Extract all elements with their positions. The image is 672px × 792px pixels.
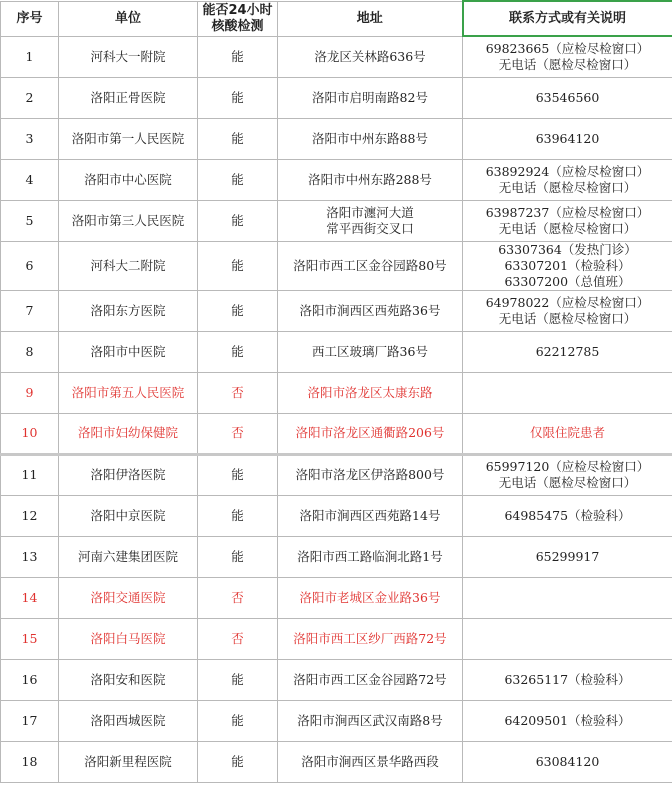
cell-index: [1, 200, 59, 241]
cell-test24: [198, 495, 278, 536]
cell-index-line: 6: [25, 257, 34, 273]
cell-unit: [59, 331, 198, 372]
table-row: [1, 36, 672, 77]
cell-index-line: 13: [21, 548, 38, 564]
cell-address-line: 洛阳市涧西区西苑路14号: [299, 507, 441, 523]
cell-contact-line: 无电话（愿检尽检窗口）: [498, 475, 637, 490]
cell-unit: [59, 159, 198, 200]
cell-unit-line: 洛阳正骨医院: [90, 89, 166, 105]
cell-test24-line: 能: [231, 130, 244, 146]
cell-contact: [463, 200, 672, 241]
cell-test24-line: 能: [231, 212, 244, 228]
table-row: [1, 495, 672, 536]
header-unit: 单位: [59, 1, 198, 36]
cell-unit: [59, 200, 198, 241]
table-row: [1, 577, 672, 618]
table-row: [1, 290, 672, 331]
header-address: 地址: [278, 1, 463, 36]
cell-unit: [59, 495, 198, 536]
cell-index-line: 1: [25, 48, 34, 64]
cell-address-line: 常平西街交叉口: [326, 220, 414, 236]
cell-index-line: 14: [21, 589, 38, 605]
cell-test24: [198, 700, 278, 741]
cell-test24-line: 否: [231, 630, 244, 646]
cell-test24-line: 能: [231, 753, 244, 769]
cell-index: [1, 454, 59, 495]
cell-test24-line: 能: [231, 257, 244, 273]
cell-unit: [59, 741, 198, 782]
table-row: [1, 118, 672, 159]
cell-unit-line: 洛阳市中医院: [90, 343, 166, 359]
cell-index: [1, 700, 59, 741]
cell-unit: [59, 290, 198, 331]
cell-address-line: 洛阳市涧西区武汉南路8号: [297, 712, 443, 728]
cell-contact-line: 63307200（总值班）: [504, 273, 631, 289]
cell-address-line: 洛阳市洛龙区通衢路206号: [295, 425, 445, 440]
cell-unit-line: 洛阳市第五人民医院: [71, 384, 185, 400]
cell-test24: [198, 413, 278, 454]
cell-unit-line: 洛阳市第一人民医院: [71, 130, 185, 146]
table-row: [1, 618, 672, 659]
cell-index-line: 11: [21, 467, 38, 482]
cell-unit: [59, 372, 198, 413]
cell-index-line: 3: [25, 130, 34, 146]
cell-test24-line: 能: [231, 548, 244, 564]
cell-unit-line: 洛阳市第三人民医院: [71, 212, 185, 228]
table-row: [1, 200, 672, 241]
cell-address: [278, 290, 463, 331]
cell-test24: [198, 77, 278, 118]
cell-unit: [59, 536, 198, 577]
cell-index-line: 17: [21, 712, 38, 728]
cell-address-line: 洛阳市瀍河大道: [326, 204, 414, 220]
header-row: [1, 1, 672, 36]
cell-test24-line: 能: [231, 171, 244, 187]
cell-index-line: 7: [25, 302, 34, 318]
cell-test24: [198, 536, 278, 577]
table-row: [1, 331, 672, 372]
cell-index-line: 2: [25, 89, 34, 105]
cell-contact: [463, 36, 672, 77]
table-row: [1, 454, 672, 495]
cell-contact-line: 64978022（应检尽检窗口）: [485, 294, 650, 310]
cell-address: [278, 36, 463, 77]
cell-contact-line: 63546560: [535, 89, 600, 105]
cell-address: [278, 331, 463, 372]
cell-test24-line: 否: [231, 589, 244, 605]
cell-test24-line: 能: [231, 467, 244, 482]
cell-test24: [198, 241, 278, 290]
table-row: [1, 659, 672, 700]
cell-contact-line: 63964120: [535, 130, 600, 146]
table-row: [1, 413, 672, 454]
cell-test24-line: 能: [231, 48, 244, 64]
cell-contact-line: 62212785: [535, 343, 600, 359]
cell-index-line: 15: [21, 630, 38, 646]
cell-test24: [198, 159, 278, 200]
cell-test24-line: 能: [231, 507, 244, 523]
cell-address-line: 洛阳市涧西区景华路西段: [301, 753, 439, 769]
cell-unit-line: 河科大二附院: [90, 257, 166, 273]
cell-address: [278, 159, 463, 200]
table-row: [1, 241, 672, 290]
cell-unit-line: 洛阳市妇幼保健院: [77, 425, 178, 440]
cell-contact: [463, 241, 672, 290]
cell-contact: [463, 700, 672, 741]
cell-contact: [463, 577, 672, 618]
cell-index: [1, 241, 59, 290]
header-index: 序号: [1, 1, 59, 36]
cell-contact: [463, 77, 672, 118]
cell-contact: [463, 118, 672, 159]
cell-address: [278, 241, 463, 290]
cell-contact: [463, 413, 672, 454]
cell-contact-line: 63987237（应检尽检窗口）: [485, 204, 650, 220]
cell-index: [1, 36, 59, 77]
cell-contact: [463, 290, 672, 331]
cell-unit: [59, 118, 198, 159]
cell-unit: [59, 618, 198, 659]
cell-address: [278, 413, 463, 454]
cell-contact-line: 仅限住院患者: [529, 425, 605, 440]
cell-address: [278, 118, 463, 159]
header-contact: 联系方式或有关说明: [463, 1, 672, 36]
cell-contact-line: 65299917: [535, 548, 600, 564]
cell-contact-line: 无电话（愿检尽检窗口）: [498, 220, 637, 236]
cell-index-line: 12: [21, 507, 38, 523]
table-body: [1, 36, 672, 782]
table-row: [1, 77, 672, 118]
header-test24: [198, 1, 278, 36]
cell-contact: [463, 659, 672, 700]
cell-test24: [198, 36, 278, 77]
cell-test24-line: 否: [231, 425, 244, 440]
cell-test24-line: 能: [231, 302, 244, 318]
cell-address: [278, 700, 463, 741]
cell-contact: [463, 618, 672, 659]
cell-contact: [463, 454, 672, 495]
cell-unit: [59, 454, 198, 495]
cell-unit-line: 河南六建集团医院: [77, 548, 178, 564]
cell-unit-line: 洛阳东方医院: [90, 302, 166, 318]
cell-test24-line: 能: [231, 671, 244, 687]
cell-contact-line: 63892924（应检尽检窗口）: [485, 163, 650, 179]
cell-index-line: 5: [25, 212, 34, 228]
cell-test24-line: 能: [231, 343, 244, 359]
cell-unit-line: 洛阳新里程医院: [84, 753, 172, 769]
cell-contact-line: 63307364（发热门诊）: [498, 241, 637, 257]
cell-address: [278, 372, 463, 413]
cell-index-line: 16: [21, 671, 38, 687]
cell-index-line: 10: [21, 425, 38, 440]
cell-test24: [198, 741, 278, 782]
cell-address-line: 洛阳市中州东路288号: [308, 171, 432, 187]
cell-index: [1, 118, 59, 159]
header-test24-line1: 能否24小时: [202, 2, 273, 18]
cell-test24: [198, 331, 278, 372]
cell-unit: [59, 241, 198, 290]
cell-contact: [463, 372, 672, 413]
cell-unit-line: 洛阳交通医院: [90, 589, 166, 605]
cell-contact-line: 无电话（愿检尽检窗口）: [498, 310, 637, 326]
cell-index: [1, 372, 59, 413]
cell-contact-line: 69823665（应检尽检窗口）: [485, 40, 650, 56]
cell-unit-line: 洛阳伊洛医院: [90, 467, 166, 482]
cell-test24: [198, 454, 278, 495]
cell-index: [1, 741, 59, 782]
table-row: [1, 741, 672, 782]
cell-address: [278, 741, 463, 782]
cell-address-line: 洛龙区关林路636号: [314, 48, 426, 64]
cell-address-line: 洛阳市西工区金谷园路80号: [293, 257, 447, 273]
cell-test24-line: 否: [231, 384, 244, 400]
cell-index: [1, 495, 59, 536]
cell-address: [278, 200, 463, 241]
cell-test24: [198, 577, 278, 618]
cell-unit: [59, 577, 198, 618]
cell-address-line: 洛阳市涧西区西苑路36号: [299, 302, 441, 318]
cell-index: [1, 77, 59, 118]
cell-unit-line: 河科大一附院: [90, 48, 166, 64]
cell-index-line: 18: [21, 753, 38, 769]
cell-address: [278, 659, 463, 700]
cell-address-line: 洛阳市西工区金谷园路72号: [293, 671, 447, 687]
cell-address-line: 洛阳市启明南路82号: [312, 89, 428, 105]
cell-unit-line: 洛阳市中心医院: [84, 171, 172, 187]
cell-test24: [198, 200, 278, 241]
cell-contact: [463, 159, 672, 200]
cell-index: [1, 331, 59, 372]
cell-contact: [463, 495, 672, 536]
cell-index: [1, 659, 59, 700]
cell-index-line: 4: [25, 171, 34, 187]
cell-unit-line: 洛阳中京医院: [90, 507, 166, 523]
cell-address: [278, 536, 463, 577]
cell-contact-line: 63084120: [535, 753, 600, 769]
cell-contact: [463, 331, 672, 372]
cell-unit: [59, 700, 198, 741]
cell-address-line: 洛阳市西工路临涧北路1号: [297, 548, 443, 564]
cell-test24: [198, 372, 278, 413]
cell-index: [1, 413, 59, 454]
cell-contact-line: 64209501（检验科）: [504, 712, 631, 728]
cell-address-line: 洛阳市洛龙区太康东路: [307, 384, 433, 400]
cell-address: [278, 77, 463, 118]
cell-test24-line: 能: [231, 712, 244, 728]
cell-test24-line: 能: [231, 89, 244, 105]
cell-index: [1, 536, 59, 577]
cell-test24: [198, 290, 278, 331]
cell-test24: [198, 618, 278, 659]
cell-contact-line: 63265117（检验科）: [504, 671, 631, 687]
cell-address: [278, 454, 463, 495]
cell-index: [1, 159, 59, 200]
header-test24-line2: 核酸检测: [211, 18, 264, 34]
cell-address-line: 洛阳市中州东路88号: [312, 130, 428, 146]
cell-address-line: 洛阳市洛龙区伊洛路800号: [295, 467, 445, 482]
cell-unit: [59, 659, 198, 700]
cell-index-line: 8: [25, 343, 34, 359]
cell-contact-line: 65997120（应检尽检窗口）: [485, 459, 650, 474]
cell-unit-line: 洛阳白马医院: [90, 630, 166, 646]
cell-address-line: 西工区玻璃厂路36号: [312, 343, 428, 359]
table-row: [1, 159, 672, 200]
cell-index: [1, 618, 59, 659]
cell-contact-line: 无电话（愿检尽检窗口）: [498, 56, 637, 72]
cell-index: [1, 577, 59, 618]
cell-address: [278, 495, 463, 536]
cell-contact-line: 64985475（检验科）: [504, 507, 631, 523]
cell-unit-line: 洛阳西城医院: [90, 712, 166, 728]
table-row: [1, 700, 672, 741]
cell-unit: [59, 413, 198, 454]
cell-address-line: 洛阳市老城区金业路36号: [299, 589, 441, 605]
cell-unit: [59, 36, 198, 77]
cell-address: [278, 618, 463, 659]
cell-contact: [463, 536, 672, 577]
cell-contact-line: 无电话（愿检尽检窗口）: [498, 179, 637, 195]
cell-address-line: 洛阳市西工区纱厂西路72号: [293, 630, 447, 646]
cell-unit: [59, 77, 198, 118]
cell-unit-line: 洛阳安和医院: [90, 671, 166, 687]
cell-test24: [198, 118, 278, 159]
table-row: [1, 536, 672, 577]
cell-address: [278, 577, 463, 618]
cell-contact: [463, 741, 672, 782]
cell-contact-line: 63307201（检验科）: [504, 257, 631, 273]
table-row: [1, 372, 672, 413]
cell-test24: [198, 659, 278, 700]
cell-index: [1, 290, 59, 331]
cell-index-line: 9: [25, 384, 34, 400]
